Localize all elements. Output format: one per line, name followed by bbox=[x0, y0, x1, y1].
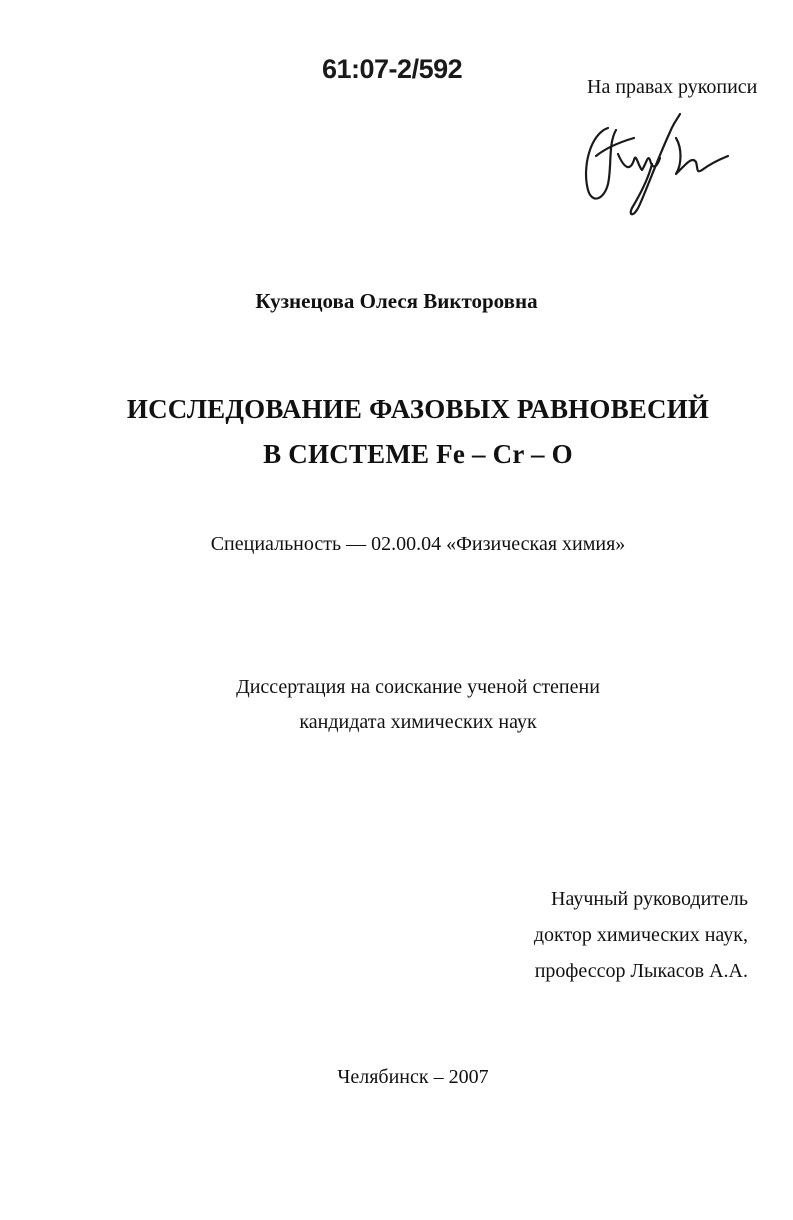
dissertation-title-line-2: В СИСТЕМЕ Fe – Cr – O bbox=[263, 439, 573, 469]
author-name: Кузнецова Олеся Викторовна bbox=[255, 289, 538, 313]
advisor-degree: доктор химических наук, bbox=[533, 924, 748, 946]
specialty: Специальность — 02.00.04 «Физическая химия» bbox=[210, 533, 626, 555]
rights-note: На правах рукописи bbox=[587, 76, 758, 98]
handwritten-signature bbox=[578, 108, 738, 220]
degree-statement-line-1: Диссертация на соискание ученой степени bbox=[236, 676, 600, 698]
city-year: Челябинск – 2007 bbox=[337, 1066, 489, 1088]
degree-statement-line-2: кандидата химических наук bbox=[299, 711, 537, 733]
advisor-role: Научный руководитель bbox=[551, 888, 748, 910]
catalog-code: 61:07-2/592 bbox=[322, 54, 463, 84]
dissertation-title-line-1: ИССЛЕДОВАНИЕ ФАЗОВЫХ РАВНОВЕСИЙ bbox=[126, 394, 710, 424]
advisor-name: профессор Лыкасов А.А. bbox=[534, 960, 748, 982]
